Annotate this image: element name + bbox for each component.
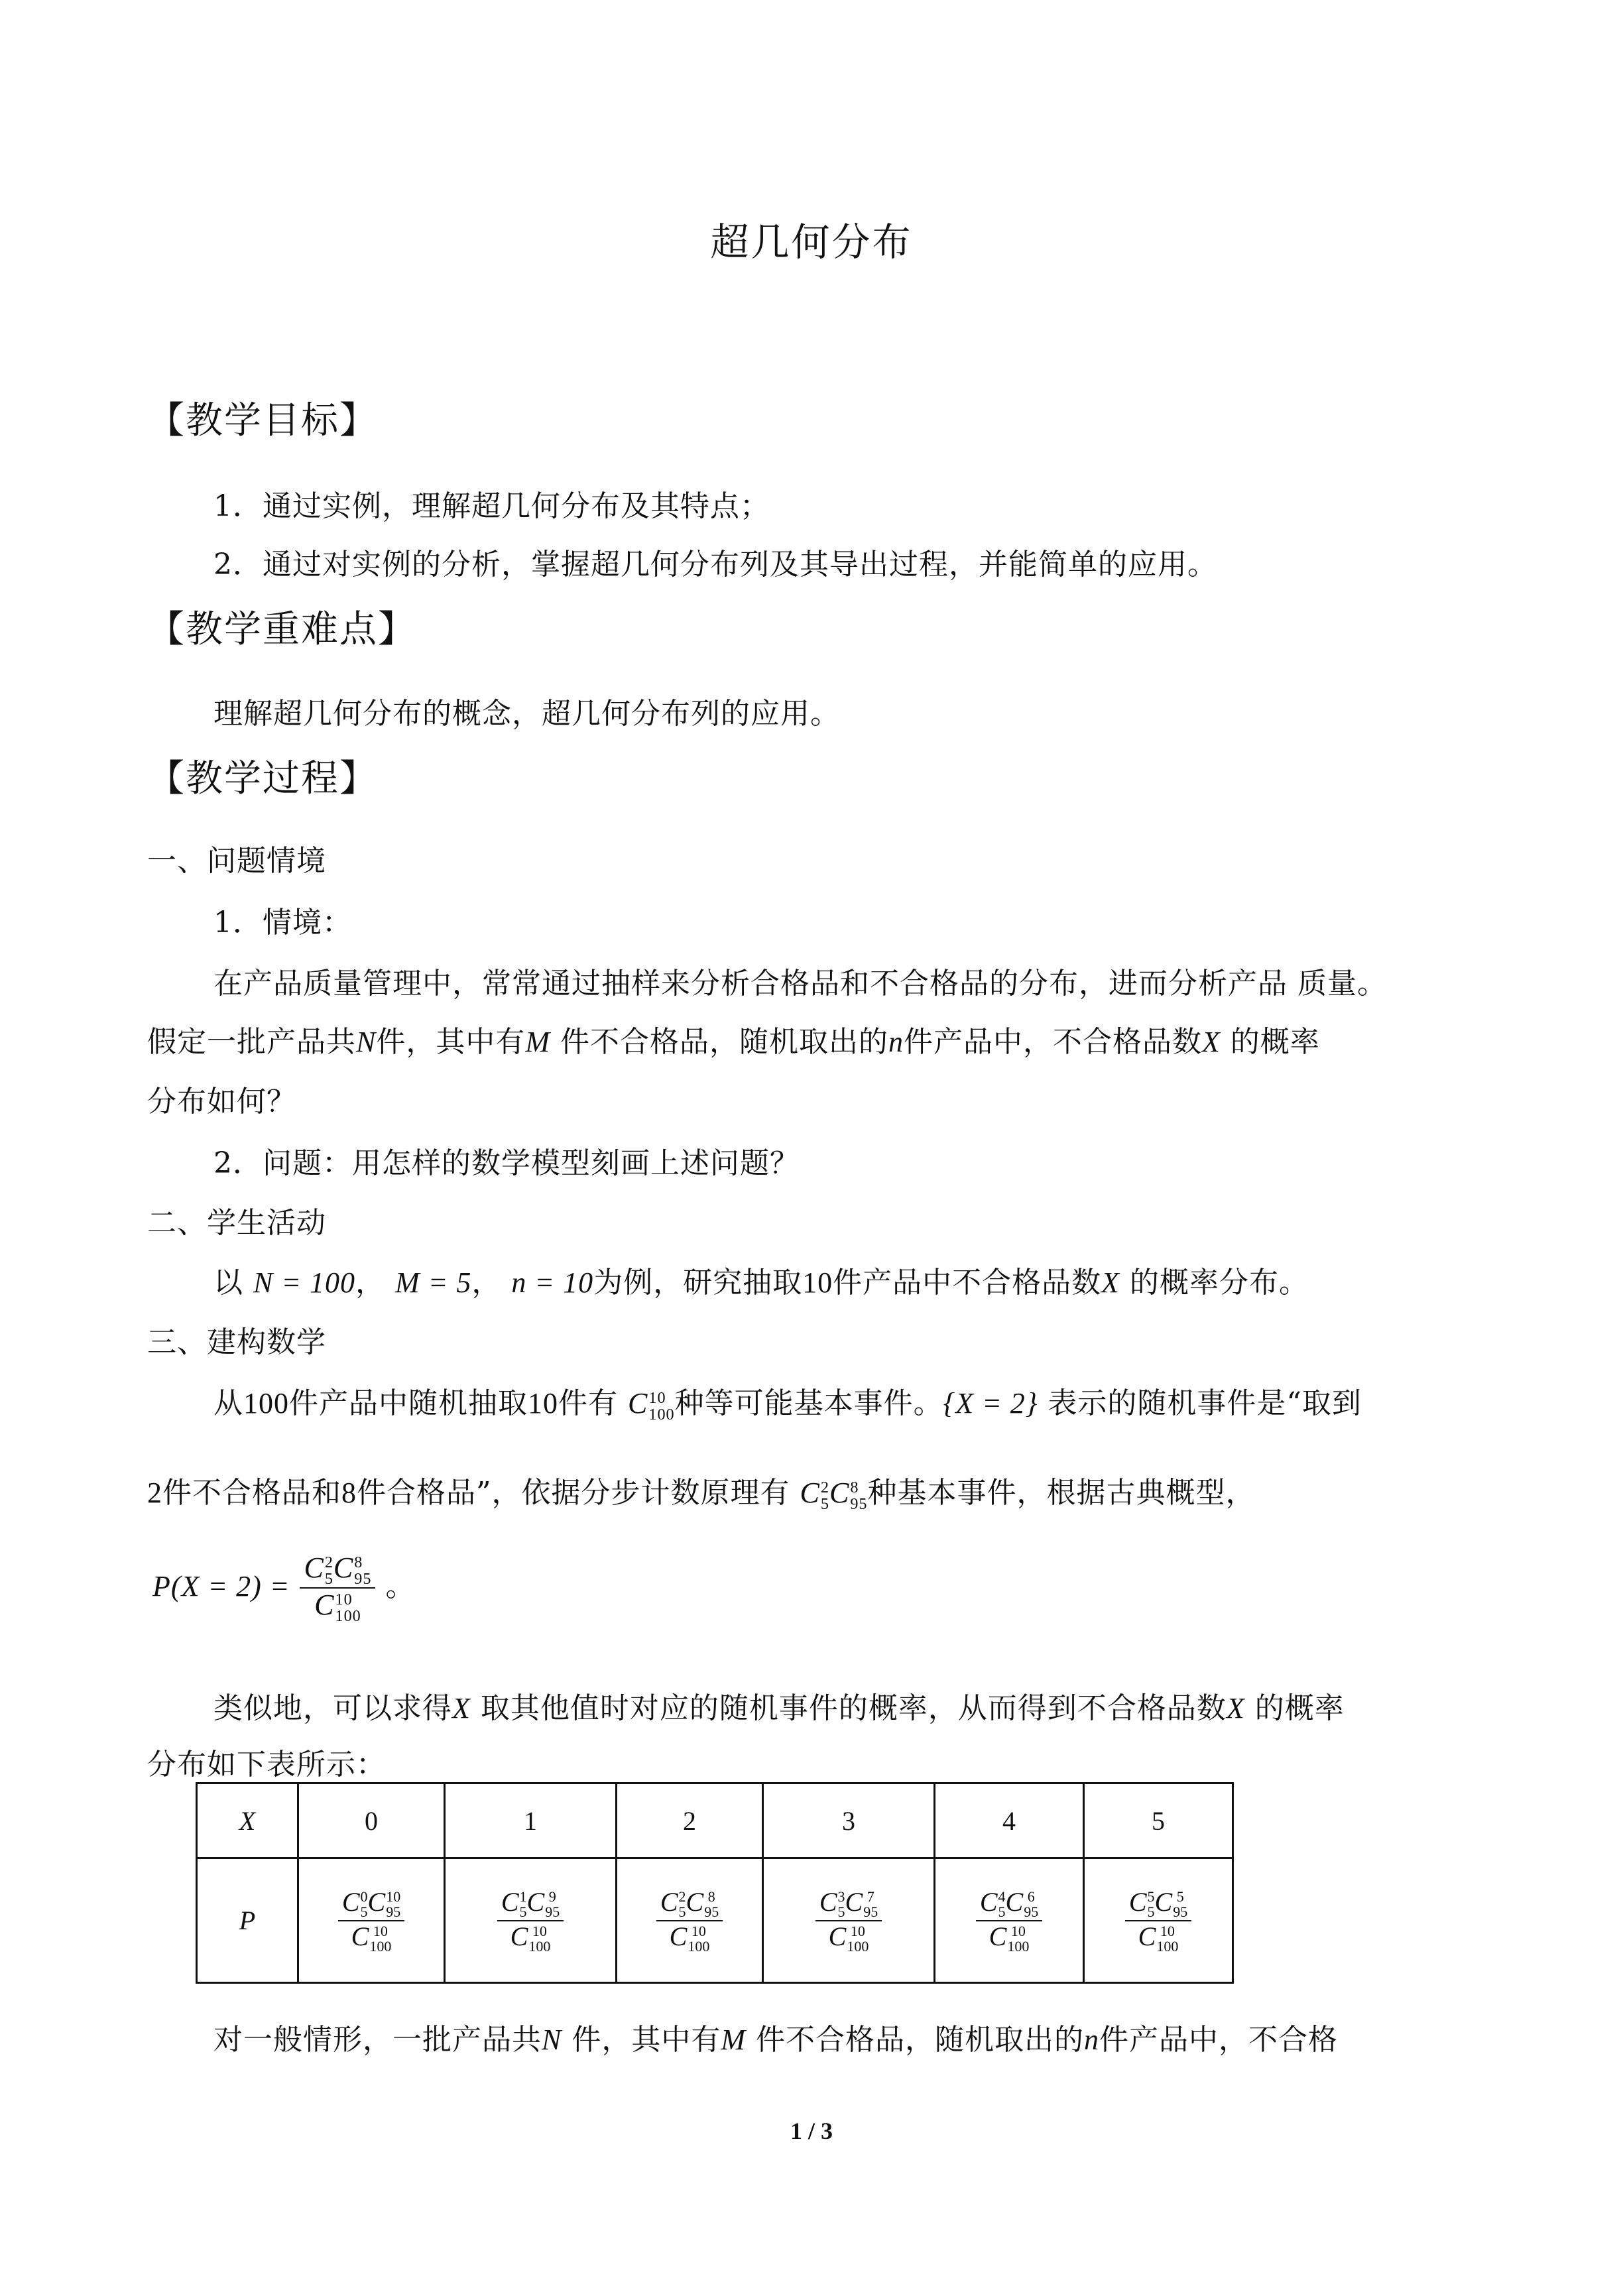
part1-heading: 一、问题情境 <box>147 844 326 878</box>
table-x-label: X <box>197 1783 298 1858</box>
section-process: 【教学过程】 <box>147 757 378 800</box>
table-x-value: 0 <box>298 1783 445 1858</box>
goal-item-2: 2．通过对实例的分析，掌握超几何分布列及其导出过程，并能简单的应用。 <box>213 548 1217 581</box>
part1-sub2: 2．问题：用怎样的数学模型刻画上述问题？ <box>213 1146 800 1180</box>
table-row-x <box>197 1783 1233 1858</box>
table-p-value: C 4 5 C 6 95 C 10 100 <box>935 1858 1084 1983</box>
table-p-value: C 2 5 C 8 95 C 10 100 <box>617 1858 763 1983</box>
part1-para-line3: 分布如何？ <box>147 1085 296 1118</box>
part2-line: 以 N = 100， M = 5， n = 10为例，研究抽取10件产品中不合格品数X 的概率分布。 <box>213 1266 1309 1299</box>
formula-fraction: C 2 5 C 8 95 C 10 100 <box>300 1551 375 1625</box>
table-p-value: C 3 5 C 7 95 C 10 100 <box>763 1858 935 1983</box>
table-x-value: 2 <box>617 1783 763 1858</box>
table-p-value: C 0 5 C 10 95 C 10 100 <box>298 1858 445 1983</box>
part3-line5: 分布如下表所示： <box>147 1748 386 1782</box>
page-title: 超几何分布 <box>710 219 913 265</box>
part1-sub1: 1．情境： <box>213 906 352 939</box>
key-points-text: 理解超几何分布的概念，超几何分布列的应用。 <box>213 697 840 731</box>
comb-c100-10: C 10 100 <box>628 1387 675 1423</box>
goal-item-1: 1．通过实例，理解超几何分布及其特点； <box>213 489 770 523</box>
part1-para-line1: 在产品质量管理中，常常通过抽样来分析合格品和不合格品的分布，进而分析产品 质量。 <box>213 967 1387 1000</box>
distribution-table <box>196 1782 1234 1984</box>
part3-line6: 对一般情形，一批产品共N 件，其中有M 件不合格品，随机取出的n件产品中，不合格 <box>213 2023 1339 2057</box>
table-x-value: 1 <box>445 1783 617 1858</box>
page-number: 1 / 3 <box>790 2118 833 2144</box>
table-p-label: P <box>197 1858 298 1983</box>
table-x-value: 5 <box>1084 1783 1233 1858</box>
part3-line4: 类似地，可以求得X 取其他值时对应的随机事件的概率，从而得到不合格品数X 的概率 <box>213 1691 1345 1725</box>
part3-line1: 从100件产品中随机抽取10件有 C 10 100 种等可能基本事件。{X = 2} 表示的随机事件是“取到 <box>213 1386 1362 1423</box>
table-x-value: 4 <box>935 1783 1084 1858</box>
part1-para-line2: 假定一批产品共N件，其中有M 件不合格品，随机取出的n件产品中，不合格品数X 的概率 <box>147 1025 1320 1059</box>
part2-heading: 二、学生活动 <box>147 1206 326 1240</box>
table-row-p <box>197 1858 1233 1983</box>
table-p-value: C 1 5 C 9 95 C 10 100 <box>445 1858 617 1983</box>
part3-heading: 三、建构数学 <box>147 1325 326 1359</box>
formula-px2: P(X = 2) = C 2 5 C 8 95 C 10 100 。 <box>152 1551 416 1626</box>
table-x-value: 3 <box>763 1783 935 1858</box>
section-goals: 【教学目标】 <box>147 399 378 442</box>
part3-line2: 2件不合格品和8件合格品”，依据分步计数原理有 C 2 5 C 8 95 种基本事件，根据古典概型， <box>147 1476 1256 1513</box>
section-key-points: 【教学重难点】 <box>147 608 416 651</box>
table-p-value: C 5 5 C 5 95 C 10 100 <box>1084 1858 1233 1983</box>
